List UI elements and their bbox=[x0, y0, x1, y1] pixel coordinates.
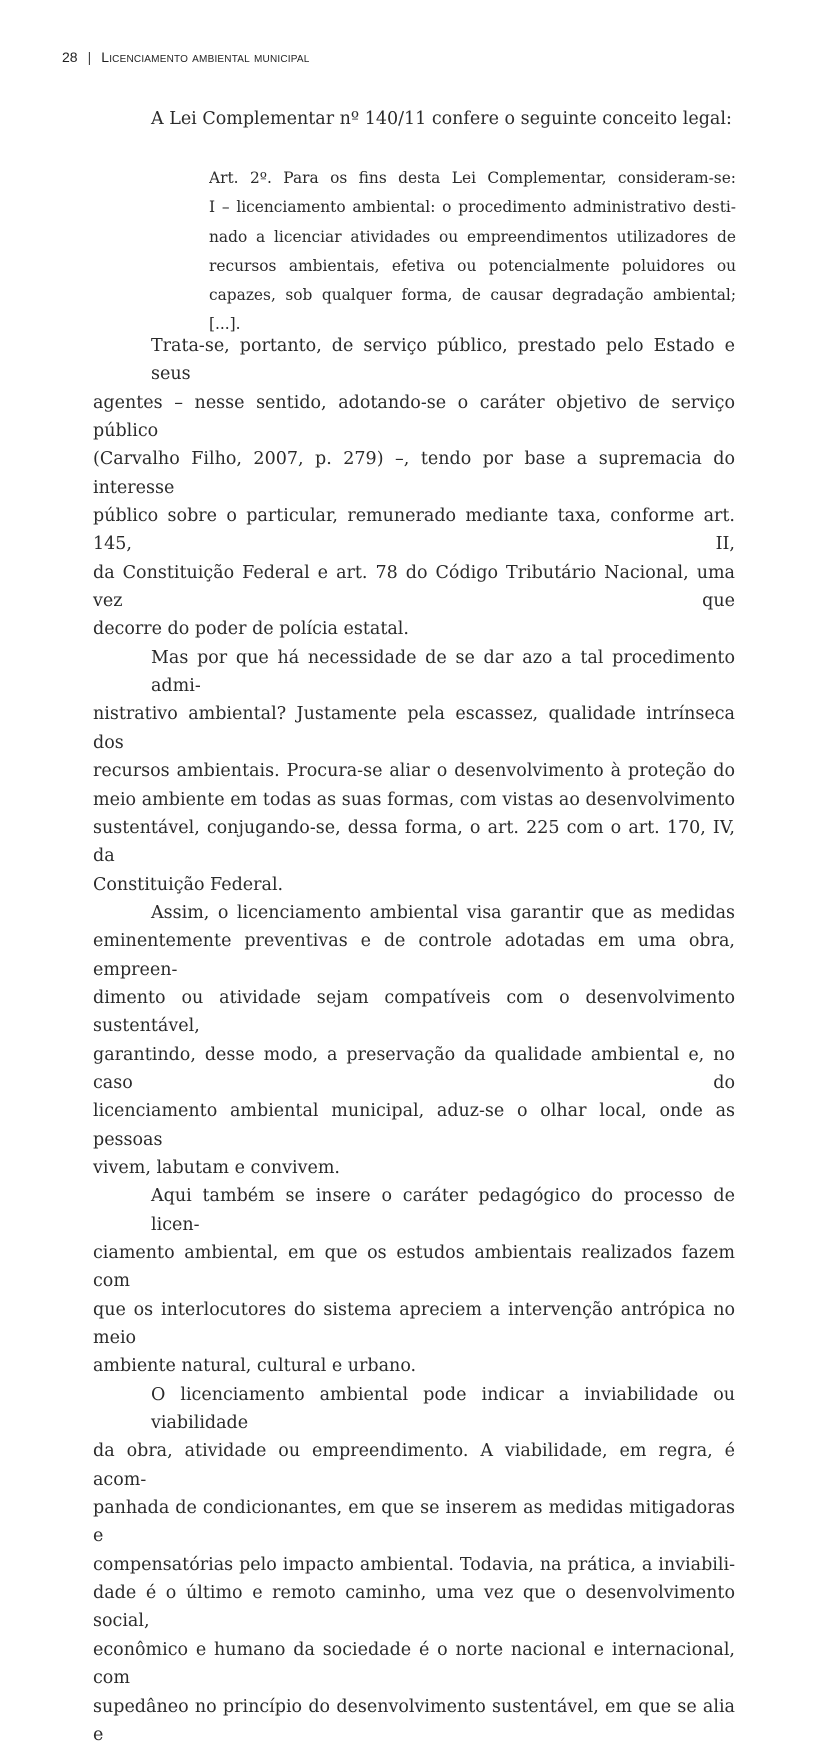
text-line: eminentemente preventivas e de controle adotadas em uma obra, empreen- bbox=[93, 927, 735, 984]
text-line: vivem, labutam e convivem. bbox=[93, 1154, 735, 1182]
text-line: da Constituição Federal e art. 78 do Código Tributário Nacional, uma vez que bbox=[93, 559, 735, 616]
text-line: Assim, o licenciamento ambiental visa garantir que as medidas bbox=[93, 899, 735, 927]
quote-line: Art. 2º. Para os fins desta Lei Complementar, consideram-se: bbox=[209, 164, 736, 193]
quote-line: I – licenciamento ambiental: o procedimento administrativo desti- bbox=[209, 193, 736, 222]
text-line: (Carvalho Filho, 2007, p. 279) –, tendo por base a supremacia do interesse bbox=[93, 445, 735, 502]
text-line: sustentável, conjugando-se, dessa forma, o art. 225 com o art. 170, IV, da bbox=[93, 814, 735, 871]
text-line: supedâneo no princípio do desenvolvimento sustentável, em que se alia e bbox=[93, 1693, 735, 1749]
text-line: público sobre o particular, remunerado mediante taxa, conforme art. 145, II, bbox=[93, 502, 735, 559]
text-line: Mas por que há necessidade de se dar azo a tal procedimento admi- bbox=[93, 644, 735, 701]
body-text bbox=[93, 332, 735, 1749]
text-line: meio ambiente em todas as suas formas, com vistas ao desenvolvimento bbox=[93, 786, 735, 814]
text-line: decorre do poder de polícia estatal. bbox=[93, 615, 735, 643]
header-separator: | bbox=[88, 49, 92, 65]
text-line: agentes – nesse sentido, adotando-se o caráter objetivo de serviço público bbox=[93, 389, 735, 446]
text-line: da obra, atividade ou empreendimento. A viabilidade, em regra, é acom- bbox=[93, 1437, 735, 1494]
text-line: Constituição Federal. bbox=[93, 871, 735, 899]
legal-quote-block bbox=[209, 164, 736, 340]
text-line: nistrativo ambiental? Justamente pela escassez, qualidade intrínseca dos bbox=[93, 700, 735, 757]
running-header bbox=[62, 47, 310, 67]
text-line: licenciamento ambiental municipal, aduz-se o olhar local, onde as pessoas bbox=[93, 1097, 735, 1154]
text-line: ciamento ambiental, em que os estudos ambientais realizados fazem com bbox=[93, 1239, 735, 1296]
text-line: garantindo, desse modo, a preservação da qualidade ambiental e, no caso do bbox=[93, 1041, 735, 1098]
paragraph-4 bbox=[93, 1182, 735, 1380]
text-line: que os interlocutores do sistema apreciem a intervenção antrópica no meio bbox=[93, 1296, 735, 1353]
intro-sentence: A Lei Complementar nº 140/11 confere o seguinte conceito legal: bbox=[151, 105, 732, 133]
paragraph-5 bbox=[93, 1381, 735, 1749]
text-line: O licenciamento ambiental pode indicar a inviabilidade ou viabilidade bbox=[93, 1381, 735, 1438]
quote-line: nado a licenciar atividades ou empreendimentos utilizadores de bbox=[209, 223, 736, 252]
text-line: Trata-se, portanto, de serviço público, prestado pelo Estado e seus bbox=[93, 332, 735, 389]
text-line: dimento ou atividade sejam compatíveis com o desenvolvimento sustentável, bbox=[93, 984, 735, 1041]
quote-line: recursos ambientais, efetiva ou potencialmente poluidores ou bbox=[209, 252, 736, 281]
text-line: recursos ambientais. Procura-se aliar o desenvolvimento à proteção do bbox=[93, 757, 735, 785]
text-line: panhada de condicionantes, em que se inserem as medidas mitigadoras e bbox=[93, 1494, 735, 1551]
text-line: dade é o último e remoto caminho, uma vez que o desenvolvimento social, bbox=[93, 1579, 735, 1636]
running-title: Licenciamento ambiental municipal bbox=[101, 49, 309, 65]
quote-line: capazes, sob qualquer forma, de causar degradação ambiental; [...]. bbox=[209, 281, 736, 340]
text-line: ambiente natural, cultural e urbano. bbox=[93, 1352, 735, 1380]
paragraph-3 bbox=[93, 899, 735, 1182]
paragraph-1 bbox=[93, 332, 735, 644]
text-line: compensatórias pelo impacto ambiental. Todavia, na prática, a inviabili- bbox=[93, 1551, 735, 1579]
text-line: Aqui também se insere o caráter pedagógico do processo de licen- bbox=[93, 1182, 735, 1239]
text-line: econômico e humano da sociedade é o norte nacional e internacional, com bbox=[93, 1636, 735, 1693]
page-number: 28 bbox=[62, 49, 78, 65]
paragraph-2 bbox=[93, 644, 735, 899]
